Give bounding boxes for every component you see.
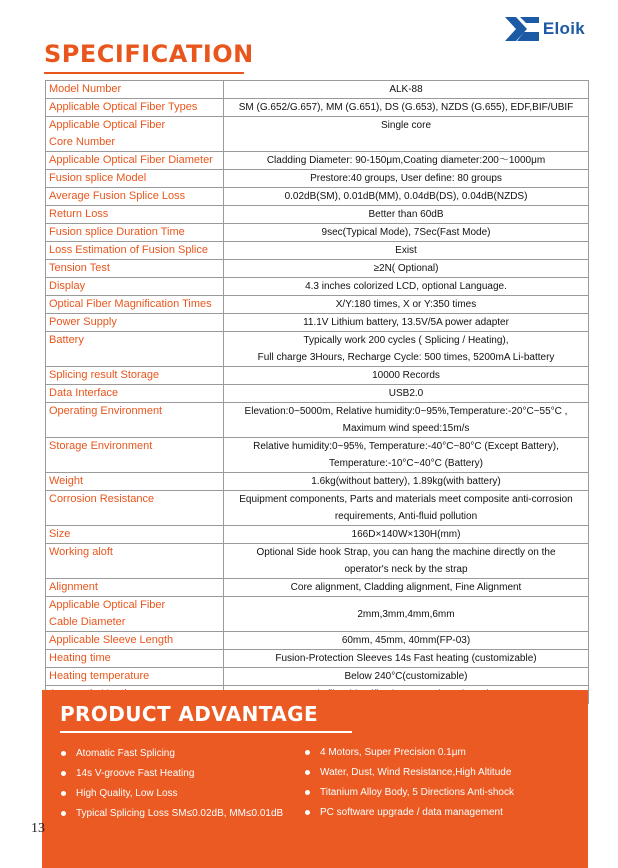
- spec-label: [46, 278, 224, 296]
- bullet-icon: [61, 791, 66, 796]
- spec-label: [46, 81, 224, 99]
- spec-value: [224, 473, 589, 491]
- spec-value: [224, 278, 589, 296]
- spec-value-line: Cladding Diameter: 90-150μm,Coating diameter:200～1000μm: [266, 155, 546, 166]
- advantage-item: [61, 767, 283, 787]
- title-underline: [44, 72, 244, 74]
- brand-logo: [505, 14, 585, 44]
- spec-label-line: Storage Environment: [49, 440, 153, 452]
- advantage-text: Water, Dust, Wind Resistance,High Altitude: [320, 767, 512, 778]
- spec-label: [46, 296, 224, 314]
- advantage-list-right: [305, 746, 514, 826]
- spec-row: [46, 170, 589, 188]
- advantage-text: 4 Motors, Super Precision 0.1μm: [320, 747, 466, 758]
- spec-value: [224, 99, 589, 117]
- spec-label: [46, 526, 224, 544]
- spec-row: [46, 224, 589, 242]
- spec-label: [46, 242, 224, 260]
- spec-value-line: Temperature:-10°C~40°C (Battery): [329, 458, 483, 469]
- spec-label: [46, 403, 224, 438]
- spec-value: [224, 438, 589, 473]
- spec-row: [46, 278, 589, 296]
- advantage-list-left: [61, 747, 283, 827]
- spec-value-line: Exist: [395, 245, 417, 256]
- spec-value: [224, 314, 589, 332]
- spec-label-line: Fusion splice Model: [49, 172, 147, 184]
- spec-label-line: Heating time: [49, 652, 111, 664]
- spec-table: [45, 80, 589, 704]
- spec-label-line: Corrosion Resistance: [49, 493, 155, 505]
- spec-label-line: Core Number: [49, 136, 116, 148]
- spec-label-line: Heating temperature: [49, 670, 150, 682]
- spec-row: [46, 491, 589, 526]
- advantage-text: Typical Splicing Loss SM≤0.02dB, MM≤0.01dB: [76, 808, 284, 819]
- brand-mark-icon: [505, 17, 539, 41]
- spec-value-line: USB2.0: [388, 388, 424, 399]
- spec-label: [46, 117, 224, 152]
- advantage-text: Atomatic Fast Splicing: [76, 748, 175, 759]
- bullet-icon: [305, 810, 310, 815]
- spec-value-line: Optional Side hook Strap, you can hang the machine directly on the: [256, 547, 556, 558]
- spec-value: [224, 117, 589, 152]
- spec-row: [46, 242, 589, 260]
- spec-value-line: requirements, Anti-fluid pollution: [334, 511, 478, 522]
- spec-label: [46, 473, 224, 491]
- spec-label-line: Average Fusion Splice Loss: [49, 190, 186, 202]
- spec-value-line: 4.3 inches colorized LCD, optional Language.: [305, 281, 507, 292]
- spec-label-line: Operating Environment: [49, 405, 163, 417]
- spec-label-line: Tension Test: [49, 262, 110, 274]
- bullet-icon: [305, 770, 310, 775]
- spec-row: [46, 403, 589, 438]
- spec-row: [46, 314, 589, 332]
- spec-value-line: ALK-88: [389, 84, 423, 95]
- spec-value: [224, 650, 589, 668]
- spec-label-line: Return Loss: [49, 208, 109, 220]
- brand-name: Eloik: [542, 19, 585, 38]
- spec-label-line: Working aloft: [49, 546, 113, 558]
- spec-value: [224, 81, 589, 99]
- bullet-icon: [61, 811, 66, 816]
- spec-row: [46, 367, 589, 385]
- spec-row: [46, 544, 589, 579]
- advantage-text: PC software upgrade / data management: [320, 807, 503, 818]
- spec-row: [46, 526, 589, 544]
- spec-label: [46, 367, 224, 385]
- spec-label: [46, 99, 224, 117]
- spec-row: [46, 117, 589, 152]
- spec-label: [46, 491, 224, 526]
- spec-value-line: Core alignment, Cladding alignment, Fine Alignment: [290, 582, 522, 593]
- bullet-icon: [61, 771, 66, 776]
- spec-label: [46, 597, 224, 632]
- spec-row: [46, 385, 589, 403]
- spec-value: [224, 224, 589, 242]
- spec-value: [224, 170, 589, 188]
- spec-label: [46, 314, 224, 332]
- spec-row: [46, 260, 589, 278]
- spec-label-line: Size: [49, 528, 71, 540]
- spec-value-line: 166D×140W×130H(mm): [351, 529, 461, 540]
- advantage-underline: [60, 731, 352, 733]
- spec-label: [46, 170, 224, 188]
- spec-label-line: Power Supply: [49, 316, 117, 328]
- spec-value: [224, 597, 589, 632]
- spec-label-line: Battery: [49, 334, 84, 346]
- spec-label-line: Applicable Optical Fiber Diameter: [49, 154, 213, 166]
- spec-value-line: Prestore:40 groups, User define: 80 groups: [310, 173, 502, 184]
- spec-row: [46, 188, 589, 206]
- spec-label: [46, 385, 224, 403]
- spec-value-line: 1.6kg(without battery), 1.89kg(with battery): [311, 476, 501, 487]
- spec-value: [224, 260, 589, 278]
- page-title: SPECIFICATION: [44, 40, 254, 68]
- spec-value: [224, 668, 589, 686]
- advantage-text: High Quality, Low Loss: [76, 788, 178, 799]
- page-number: 13: [31, 821, 45, 836]
- spec-label-line: Model Number: [49, 83, 122, 95]
- spec-value-line: Relative humidity:0~95%, Temperature:-40°C~80°C (Except Battery),: [253, 441, 559, 452]
- bullet-icon: [61, 751, 66, 756]
- spec-label-line: Applicable Optical Fiber: [49, 119, 166, 131]
- spec-label: [46, 544, 224, 579]
- spec-row: [46, 152, 589, 170]
- spec-value-line: ≥2N( Optional): [373, 263, 439, 274]
- spec-value: [224, 544, 589, 579]
- spec-value-line: 9sec(Typical Mode), 7Sec(Fast Mode): [321, 227, 491, 238]
- advantage-item: [61, 807, 283, 827]
- advantage-title: PRODUCT ADVANTAGE: [60, 702, 319, 726]
- spec-row: [46, 438, 589, 473]
- spec-label: [46, 224, 224, 242]
- spec-label: [46, 668, 224, 686]
- advantage-text: 14s V-groove Fast Heating: [76, 768, 195, 779]
- spec-label-line: Weight: [49, 475, 84, 487]
- spec-label-line: Applicable Optical Fiber Types: [49, 101, 198, 113]
- spec-value: [224, 491, 589, 526]
- spec-label-line: Cable Diameter: [49, 616, 126, 628]
- spec-row: [46, 668, 589, 686]
- spec-value-line: Typically work 200 cycles ( Splicing / Heating),: [303, 335, 509, 346]
- spec-value-line: 11.1V Lithium battery, 13.5V/5A power adapter: [303, 317, 509, 328]
- spec-label: [46, 206, 224, 224]
- spec-label: [46, 188, 224, 206]
- spec-label: [46, 438, 224, 473]
- advantage-item: [305, 766, 514, 786]
- spec-label: [46, 650, 224, 668]
- spec-label-line: Fusion splice Duration Time: [49, 226, 185, 238]
- spec-label-line: Alignment: [49, 581, 98, 593]
- spec-value-line: Fusion-Protection Sleeves 14s Fast heating (customizable): [275, 653, 537, 664]
- spec-row: [46, 332, 589, 367]
- spec-value-line: Elevation:0~5000m, Relative humidity:0~95%,Temperature:-20°C~55°C ,: [244, 406, 568, 417]
- spec-label-line: Applicable Sleeve Length: [49, 634, 174, 646]
- spec-value: [224, 242, 589, 260]
- spec-label-line: Display: [49, 280, 86, 292]
- spec-value-line: X/Y:180 times, X or Y:350 times: [335, 299, 477, 310]
- spec-value: [224, 526, 589, 544]
- spec-value: [224, 296, 589, 314]
- spec-label-line: Applicable Optical Fiber: [49, 599, 166, 611]
- spec-row: [46, 296, 589, 314]
- spec-value-line: Maximum wind speed:15m/s: [342, 423, 470, 434]
- spec-value: [224, 206, 589, 224]
- spec-row: [46, 99, 589, 117]
- spec-value: [224, 367, 589, 385]
- advantage-item: [305, 806, 514, 826]
- spec-label-line: Data Interface: [49, 387, 119, 399]
- spec-value: [224, 632, 589, 650]
- spec-value-line: 60mm, 45mm, 40mm(FP-03): [341, 635, 471, 646]
- spec-row: [46, 632, 589, 650]
- spec-label: [46, 332, 224, 367]
- spec-row: [46, 579, 589, 597]
- spec-value-line: Better than 60dB: [368, 209, 444, 220]
- spec-value-line: Single core: [380, 120, 432, 131]
- spec-value-line: 0.02dB(SM), 0.01dB(MM), 0.04dB(DS), 0.04dB(NZDS): [284, 191, 528, 202]
- advantage-item: [61, 787, 283, 807]
- spec-value-line: Below 240°C(customizable): [344, 671, 468, 682]
- spec-value: [224, 385, 589, 403]
- spec-label-line: Splicing result Storage: [49, 369, 160, 381]
- spec-value: [224, 403, 589, 438]
- advantage-item: [61, 747, 283, 767]
- spec-label-line: Optical Fiber Magnification Times: [49, 298, 212, 310]
- spec-row: [46, 650, 589, 668]
- spec-label: [46, 260, 224, 278]
- spec-value: [224, 579, 589, 597]
- spec-row: [46, 597, 589, 632]
- spec-label-line: Loss Estimation of Fusion Splice: [49, 244, 208, 256]
- bullet-icon: [305, 750, 310, 755]
- spec-value: [224, 188, 589, 206]
- spec-row: [46, 206, 589, 224]
- spec-value-line: SM (G.652/G.657), MM (G.651), DS (G.653), NZDS (G.655), EDF,BIF/UBIF: [238, 102, 574, 113]
- spec-label: [46, 152, 224, 170]
- spec-row: [46, 473, 589, 491]
- spec-value-line: 10000 Records: [372, 370, 440, 381]
- spec-value: [224, 152, 589, 170]
- spec-value: [224, 332, 589, 367]
- spec-value-line: Equipment components, Parts and materials meet composite anti-corrosion: [239, 494, 573, 505]
- product-advantage-banner: [42, 690, 588, 868]
- advantage-item: [305, 746, 514, 766]
- advantage-item: [305, 786, 514, 806]
- spec-label: [46, 579, 224, 597]
- spec-label: [46, 632, 224, 650]
- spec-value-line: Full charge 3Hours, Recharge Cycle: 500 times, 5200mA Li-battery: [257, 352, 555, 363]
- spec-value-line: operator's neck by the strap: [344, 564, 468, 575]
- bullet-icon: [305, 790, 310, 795]
- advantage-text: Titanium Alloy Body, 5 Directions Anti-shock: [320, 787, 514, 798]
- spec-value-line: 2mm,3mm,4mm,6mm: [357, 608, 455, 620]
- spec-row: [46, 81, 589, 99]
- spec-table-body: [46, 81, 589, 704]
